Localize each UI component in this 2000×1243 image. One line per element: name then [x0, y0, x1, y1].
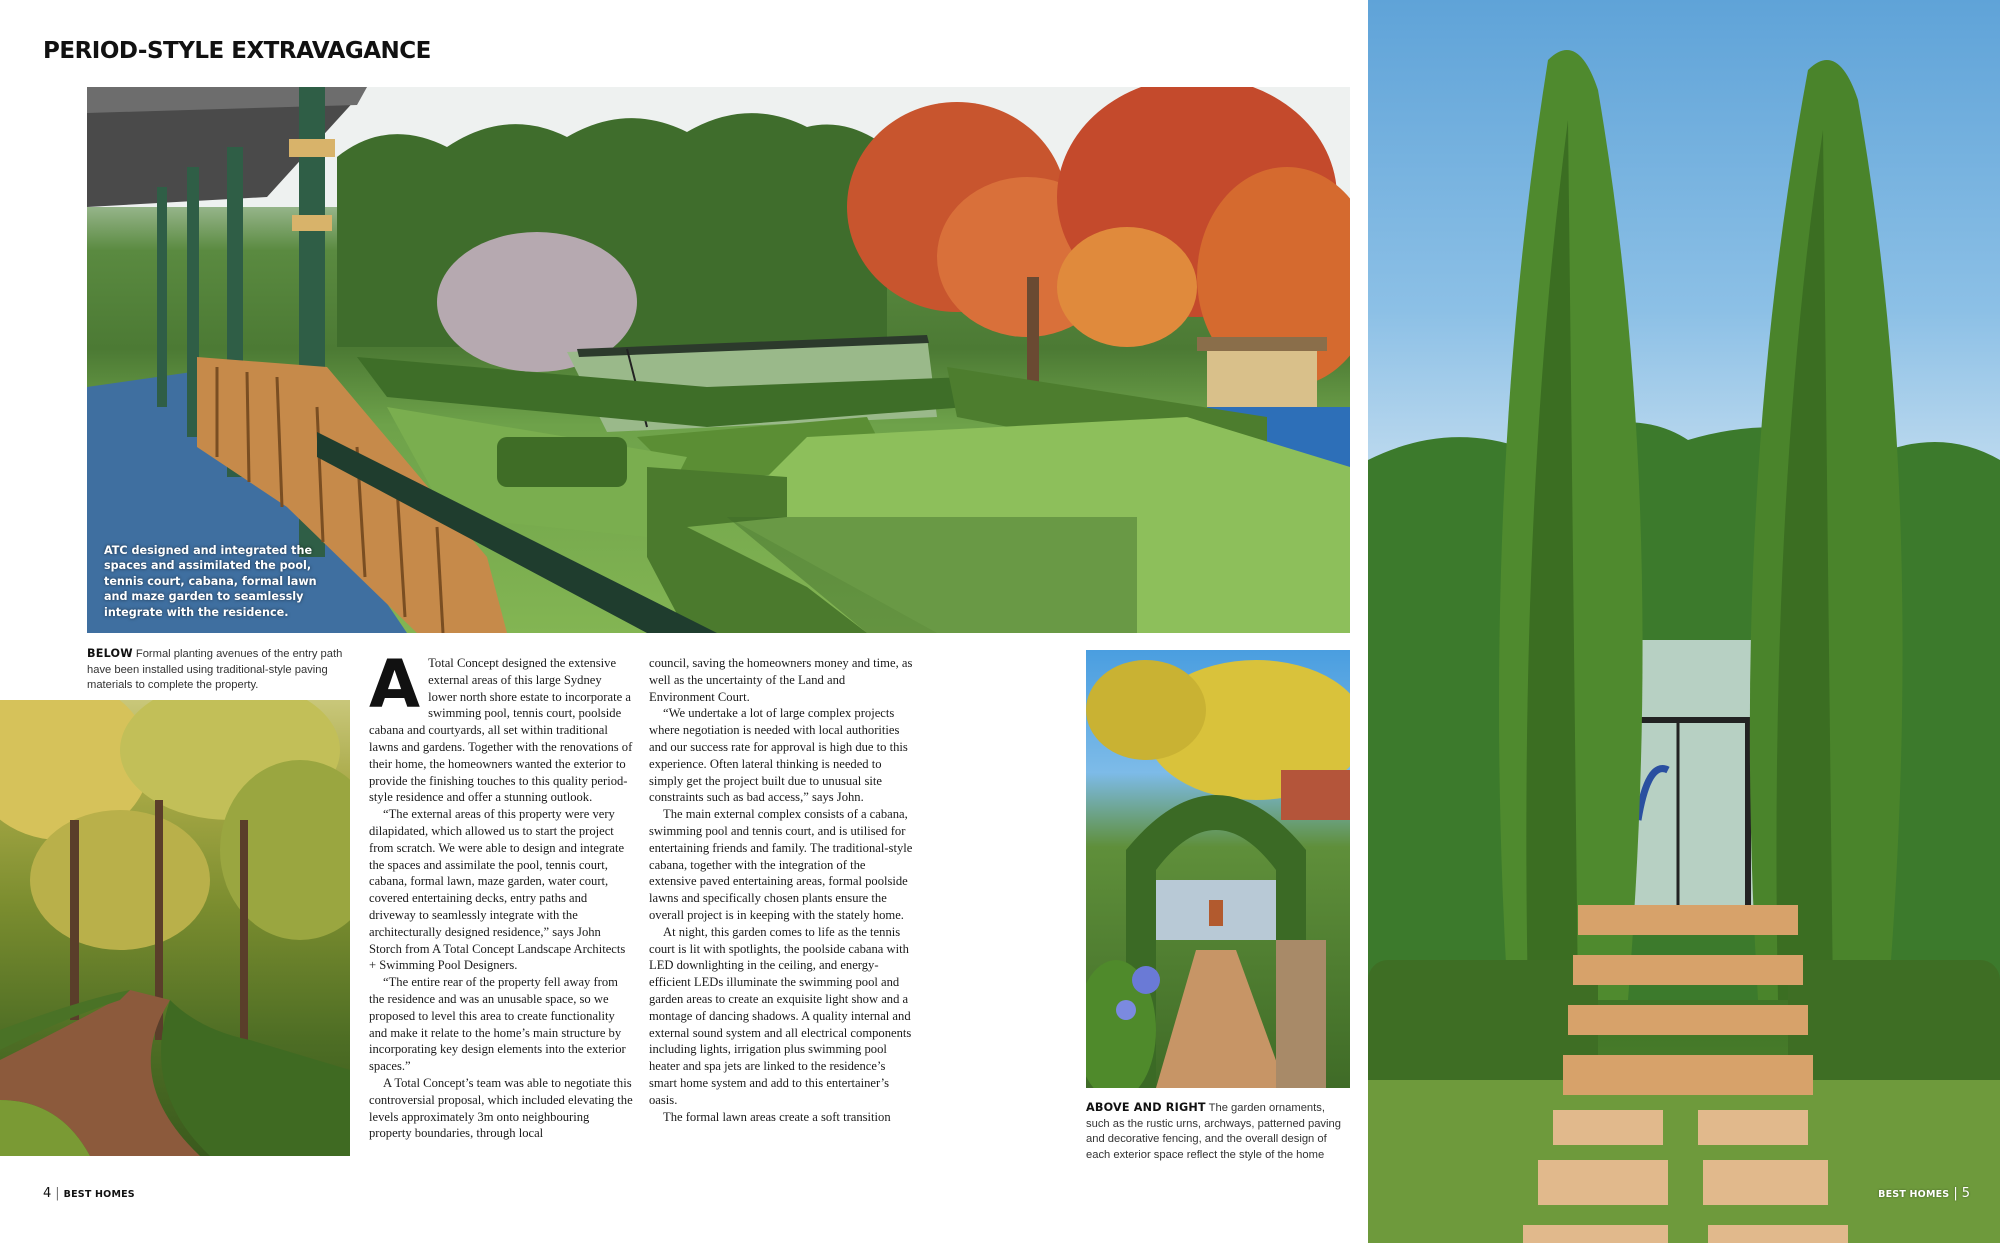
- caption-above-label: ABOVE AND RIGHT: [1086, 1101, 1206, 1114]
- article-paragraph: The main external complex consists of a cabana, swimming pool and tennis court, and is utilised for entertaining friends and family. The traditional-style cabana, together with the integration of the extensive paved entertaining areas, formal poolside lawns and specifically chosen plants ensure the overall project is in keeping with the stately home.: [649, 807, 913, 922]
- headline: PERIOD-STYLE EXTRAVAGANCE: [43, 38, 431, 64]
- folio-separator: |: [55, 1186, 60, 1201]
- article-paragraph: Total Concept designed the extensive external areas of this large Sydney lower north shore estate to incorporate a swimming pool, tennis court, poolside cabana and courtyards, all set within traditional lawns and gardens. Together with the renovations of their home, the homeowners wanted the exterior to provide the finishing touches to this quality period-style residence and offer a stunning outlook.: [369, 656, 633, 805]
- article-column-1: [369, 646, 633, 1142]
- hero-garden-photo: [87, 87, 1350, 633]
- article-paragraph: The formal lawn areas create a soft transition: [663, 1109, 891, 1124]
- cypress-gate-illustration: [1368, 0, 2000, 1243]
- page-number-left: 4: [43, 1186, 52, 1201]
- article-column-2: [649, 655, 913, 1125]
- article-paragraph: “The external areas of this property were very dilapidated, which allowed us to start the project from scratch. We were able to design and integrate the spaces and assimilate the pool, tennis court, cabana, formal lawn, maze garden, water court, covered entertaining decks, entry paths and driveway to seamlessly integrate with the architecturally designed residence,” says John Storch from A Total Concept Landscape Architects + Swimming Pool Designers.: [369, 807, 626, 973]
- caption-above-and-right: [1086, 1100, 1351, 1163]
- folio-right: [1878, 1186, 1970, 1201]
- article-paragraph: A Total Concept’s team was able to negotiate this controversial proposal, which included elevating the levels approximately 3m onto neighbouring property boundaries, through local: [369, 1075, 633, 1141]
- magazine-name-right: BEST HOMES: [1878, 1189, 1950, 1200]
- drop-cap: A: [369, 646, 421, 723]
- folio-separator: |: [1953, 1186, 1958, 1201]
- folio-left: [43, 1186, 135, 1201]
- page-number-right: 5: [1961, 1186, 1970, 1201]
- entry-path-photo: [0, 700, 350, 1156]
- article-paragraph: “The entire rear of the property fell away from the residence and was an unusable space, so we proposed to level this area to create functionality and make it relate to the home’s main structure by incorporating key design elements into the exterior spaces.”: [369, 975, 626, 1074]
- caption-below-label: BELOW: [87, 647, 133, 660]
- article-paragraph: council, saving the homeowners money and time, as well as the uncertainty of the Land and Environment Court.: [649, 656, 913, 704]
- cypress-gate-photo: [1368, 0, 2000, 1243]
- article-paragraph: “We undertake a lot of large complex projects where negotiation is needed with local authorities and our success rate for approval is high due to this experience. Often lateral thinking is needed to simply get the project built due to unusual site constraints such as bad access,” says John.: [649, 706, 908, 805]
- magazine-name-left: BEST HOMES: [63, 1189, 135, 1200]
- hero-caption: ATC designed and integrated the spaces and assimilated the pool, tennis court, cabana, formal lawn and maze garden to seamlessly integrate with the residence.: [104, 543, 317, 619]
- article-paragraph: At night, this garden comes to life as the tennis court is lit with spotlights, the poolside cabana with LED downlighting in the ceiling, and energy-efficient LEDs illuminate the swimming pool and garden areas to create an exquisite light show and a montage of dancing shadows. A quality internal and external sound system and all electrical components including lights, irrigation plus swimming pool heater and spa jets are linked to the residence’s smart home system and add to this entertainer’s oasis.: [649, 924, 912, 1107]
- caption-below: [87, 646, 352, 694]
- entry-path-illustration: [0, 700, 350, 1156]
- caption-below-text: Formal planting avenues of the entry path have been installed using traditional-style paving materials to complete the property.: [87, 648, 343, 691]
- garden-arch-illustration: [1086, 650, 1350, 1088]
- garden-arch-photo: [1086, 650, 1350, 1088]
- caption-above-text: The garden ornaments, such as the rustic urns, archways, patterned paving and decorative fencing, and the overall design of each exterior space reflect the style of the home: [1086, 1102, 1341, 1161]
